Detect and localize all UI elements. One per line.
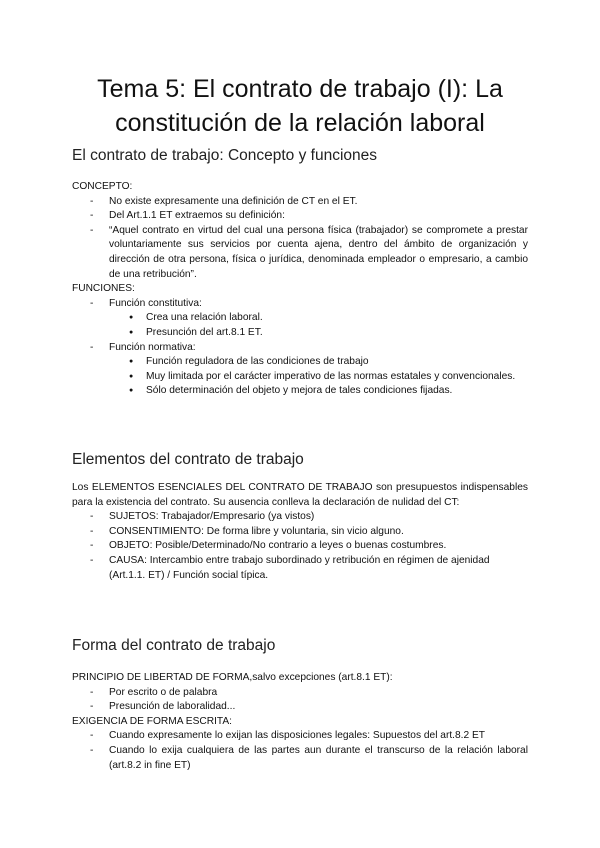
concepto-funciones-block xyxy=(72,180,528,399)
exigencia-label: EXIGENCIA DE FORMA ESCRITA: xyxy=(72,715,233,727)
list-item: ● Crea una relación laboral. xyxy=(146,311,528,326)
list-item: - Presunción de laboralidad... xyxy=(109,700,528,715)
concepto-list xyxy=(72,195,528,283)
list-item: - Por escrito o de palabra xyxy=(109,686,528,701)
list-item: - SUJETOS: Trabajador/Empresario (ya vistos) xyxy=(109,510,528,525)
constitutiva-sublist xyxy=(109,311,528,340)
list-item: - Cuando lo exija cualquiera de las partes aun durante el transcurso de la relación laboral (art.8.2 in fine ET) xyxy=(109,744,528,773)
list-item: - OBJETO: Posible/Determinado/No contrario a leyes o buenas costumbres. xyxy=(109,539,528,554)
normativa-sublist xyxy=(109,355,528,399)
list-item xyxy=(109,341,528,399)
principio-list xyxy=(72,686,528,715)
list-item: - Del Art.1.1 ET extraemos su definición: xyxy=(109,209,528,224)
list-item: ● Función reguladora de las condiciones de trabajo xyxy=(146,355,528,370)
list-item: - “Aquel contrato en virtud del cual una persona física (trabajador) se compromete a prestar voluntariamente sus servicios por cuenta ajena, dentro del ámbito de organización y dirección de otra persona, física o jurídica, denominada empleador o empresario, a cambio de una retribución”. xyxy=(109,224,528,282)
list-item: ● Sólo determinación del objeto y mejora de tales condiciones fijadas. xyxy=(146,384,528,399)
funciones-list xyxy=(72,297,528,399)
list-item: ● Muy limitada por el carácter imperativo de las normas estatales y convencionales. xyxy=(146,370,528,385)
list-item: ● Presunción del art.8.1 ET. xyxy=(146,326,528,341)
section-heading-forma: Forma del contrato de trabajo xyxy=(72,637,276,654)
list-item: - No existe expresamente una definición de CT en el ET. xyxy=(109,195,528,210)
elementos-list xyxy=(72,510,528,583)
elementos-block xyxy=(72,481,528,583)
funciones-label: FUNCIONES: xyxy=(72,283,135,295)
elementos-intro: Los ELEMENTOS ESENCIALES DEL CONTRATO DE TRABAJO son presupuestos indispensables para la existencia del contrato. Su ausencia conlleva la declaración de nulidad del CT: xyxy=(72,482,528,508)
section-heading-elementos: Elementos del contrato de trabajo xyxy=(72,451,304,468)
list-item: - CONSENTIMIENTO: De forma libre y voluntaria, sin vicio alguno. xyxy=(109,525,528,540)
list-item: - Cuando expresamente lo exijan las disposiciones legales: Supuestos del art.8.2 ET xyxy=(109,729,528,744)
list-item xyxy=(109,297,528,341)
forma-block xyxy=(72,671,528,773)
page-title: Tema 5: El contrato de trabajo (I): La constitución de la relación laboral xyxy=(97,75,503,137)
concepto-label: CONCEPTO: xyxy=(72,181,133,192)
section-heading-concepto: El contrato de trabajo: Concepto y funciones xyxy=(72,147,378,164)
funcion-constitutiva-label: Función constitutiva: xyxy=(109,297,202,309)
funcion-normativa-label: Función normativa: xyxy=(109,341,196,353)
principio-label: PRINCIPIO DE LIBERTAD DE FORMA,salvo excepciones (art.8.1 ET): xyxy=(72,672,393,683)
list-item: - CAUSA: Intercambio entre trabajo subordinado y retribución en régimen de ajenidad (Art.1.1. ET) / Función social típica. xyxy=(109,554,528,583)
exigencia-list xyxy=(72,729,528,773)
